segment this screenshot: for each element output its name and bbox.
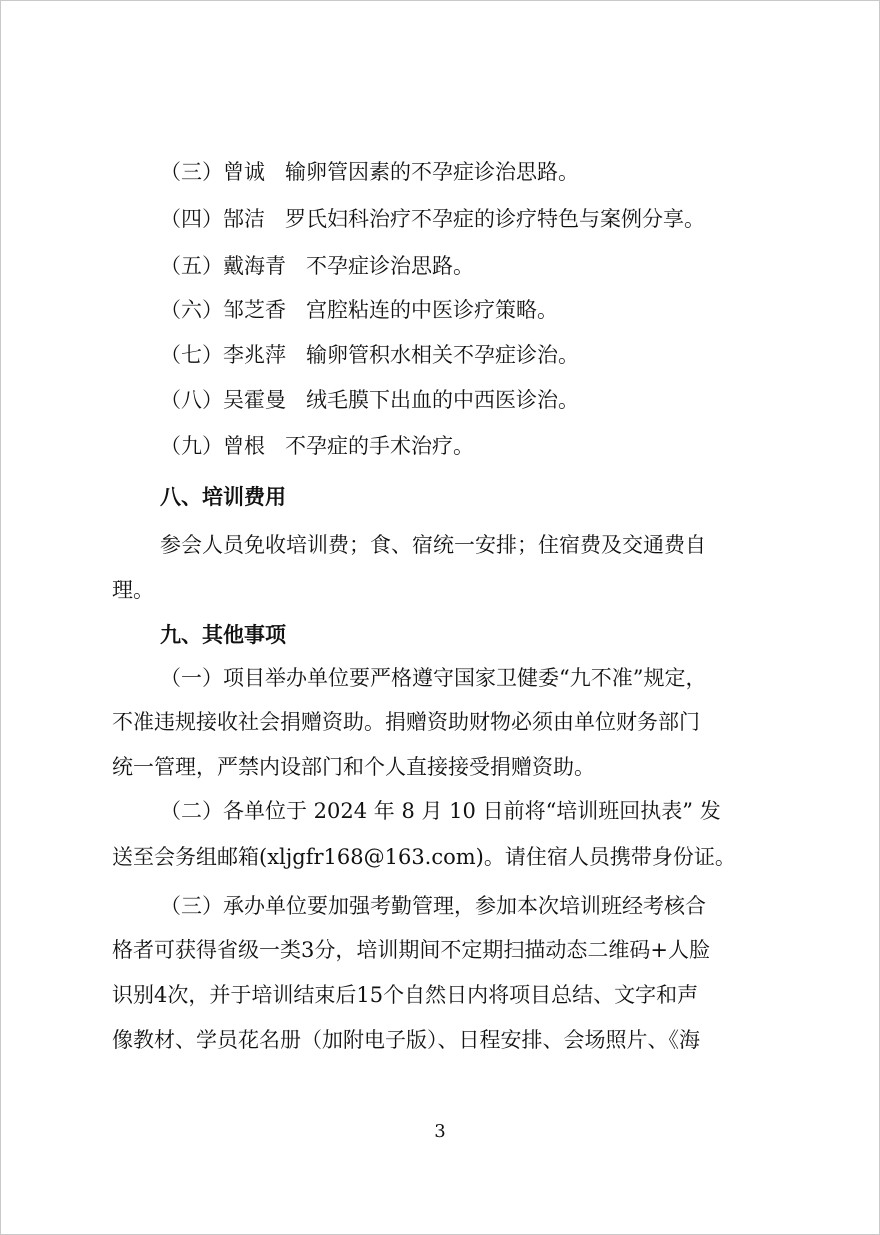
paragraph-line: 送至会务组邮箱(xljgfr168@163.com)。请住宿人员携带身份证。 bbox=[112, 845, 736, 869]
speaker-number: （五） bbox=[160, 254, 223, 278]
speaker-topic: 不孕症的手术治疗。 bbox=[285, 434, 474, 458]
speaker-topic: 宫腔粘连的中医诊疗策略。 bbox=[306, 298, 558, 322]
speaker-topic: 输卵管因素的不孕症诊治思路。 bbox=[285, 160, 579, 184]
speaker-item bbox=[160, 157, 579, 187]
speaker-name: 曾诚 bbox=[223, 160, 265, 184]
speaker-item bbox=[160, 295, 558, 325]
speaker-item bbox=[160, 340, 579, 370]
speaker-number: （九） bbox=[160, 434, 223, 458]
speaker-name: 曾根 bbox=[223, 434, 265, 458]
speaker-item bbox=[160, 431, 474, 461]
paragraph-line: （三）承办单位要加强考勤管理，参加本次培训班经考核合 bbox=[160, 894, 706, 918]
speaker-name: 戴海青 bbox=[223, 254, 286, 278]
speaker-number: （六） bbox=[160, 298, 223, 322]
paragraph-line: （二）各单位于 2024 年 8 月 10 日前将“培训班回执表” 发 bbox=[160, 799, 721, 823]
paragraph-line: （一）项目举办单位要严格遵守国家卫健委“九不准”规定， bbox=[160, 666, 707, 690]
paragraph-line: 不准违规接收社会捐赠资助。捐赠资助财物必须由单位财务部门 bbox=[112, 710, 700, 734]
speaker-item bbox=[160, 204, 705, 234]
speaker-name: 郜洁 bbox=[223, 207, 265, 231]
paragraph-line: 识别4次，并于培训结束后15个自然日内将项目总结、文字和声 bbox=[112, 983, 699, 1007]
speaker-item bbox=[160, 385, 579, 415]
speaker-number: （八） bbox=[160, 388, 223, 412]
paragraph-line: 理。 bbox=[112, 578, 154, 602]
speaker-name: 邹芝香 bbox=[223, 298, 286, 322]
speaker-topic: 不孕症诊治思路。 bbox=[306, 254, 474, 278]
page-number: 3 bbox=[434, 1121, 446, 1142]
speaker-number: （三） bbox=[160, 160, 223, 184]
speaker-topic: 输卵管积水相关不孕症诊治。 bbox=[306, 343, 579, 367]
speaker-number: （四） bbox=[160, 207, 223, 231]
section-heading-other: 九、其他事项 bbox=[160, 623, 286, 647]
paragraph-line: 像教材、学员花名册（加附电子版）、日程安排、会场照片、《海 bbox=[112, 1028, 700, 1052]
paragraph-line: 统一管理，严禁内设部门和个人直接接受捐赠资助。 bbox=[112, 755, 595, 779]
speaker-item bbox=[160, 251, 474, 281]
speaker-number: （七） bbox=[160, 343, 223, 367]
speaker-topic: 罗氏妇科治疗不孕症的诊疗特色与案例分享。 bbox=[285, 207, 705, 231]
section-heading-fees: 八、培训费用 bbox=[160, 485, 286, 509]
speaker-topic: 绒毛膜下出血的中西医诊治。 bbox=[306, 388, 579, 412]
paragraph-line: 参会人员免收培训费；食、宿统一安排；住宿费及交通费自 bbox=[160, 533, 706, 557]
speaker-name: 吴霍曼 bbox=[223, 388, 286, 412]
paragraph-line: 格者可获得省级一类3分，培训期间不定期扫描动态二维码+人脸 bbox=[112, 938, 710, 962]
speaker-name: 李兆萍 bbox=[223, 343, 286, 367]
